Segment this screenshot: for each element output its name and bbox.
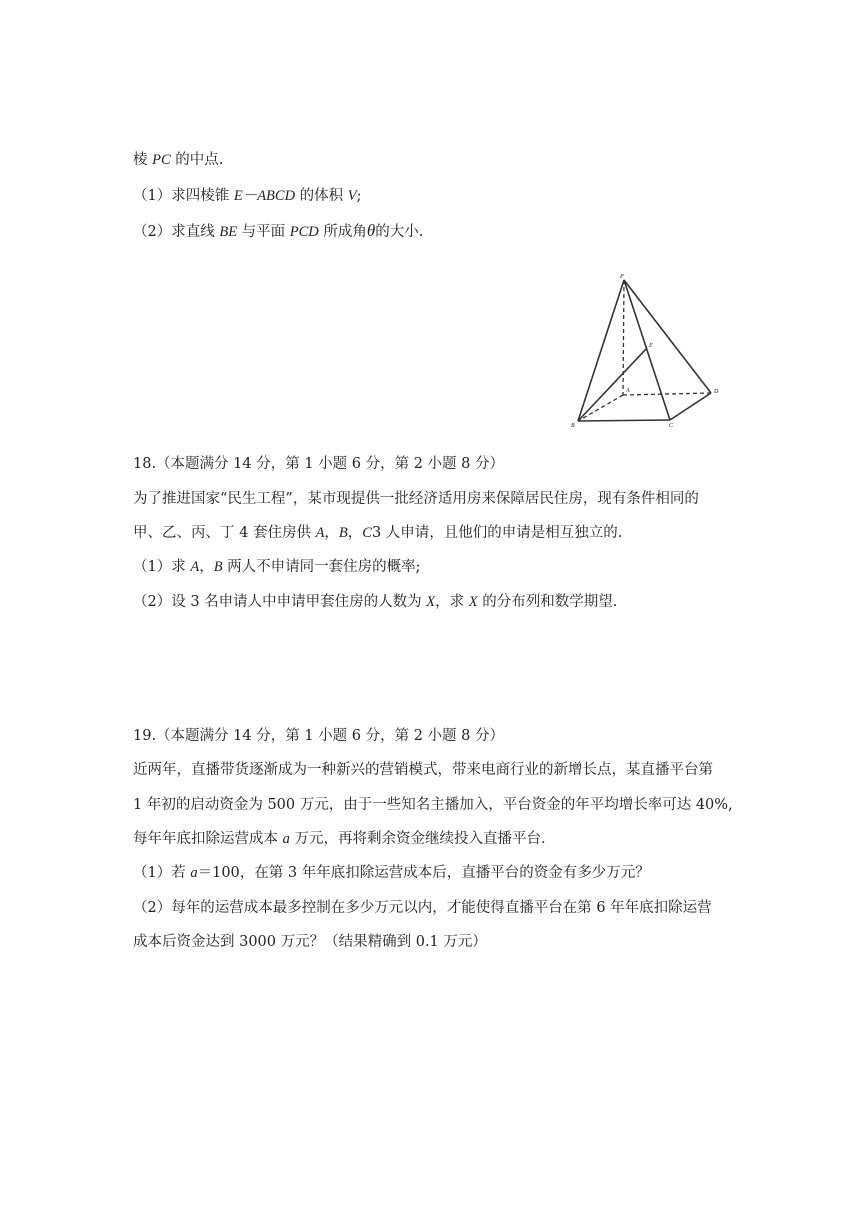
var-a: A bbox=[315, 525, 325, 541]
edge-pd bbox=[624, 280, 711, 393]
var-b: B bbox=[213, 559, 223, 575]
label-a: A bbox=[626, 388, 630, 394]
label-p: P bbox=[620, 274, 624, 280]
edge-pc bbox=[624, 280, 670, 420]
q18-part1-suffix: 两人不申请同一套住房的概率; bbox=[222, 559, 421, 575]
q18-part1-prefix: （1）求 bbox=[133, 559, 191, 575]
var-theta: θ bbox=[366, 221, 376, 240]
q19-line3-prefix: 每年年底扣除运营成本 bbox=[133, 831, 283, 847]
var-x: X bbox=[468, 594, 478, 610]
q17-part2-suffix: 的大小. bbox=[375, 224, 424, 240]
label-e: E bbox=[649, 343, 653, 349]
edge-pa-hidden bbox=[623, 280, 624, 395]
q19-part2-line2: 成本后资金达到 3000 万元？（结果精确到 0.1 万元） bbox=[133, 934, 487, 950]
edge-cd bbox=[670, 393, 711, 420]
q19-line2: 1 年初的启动资金为 500 万元，由于一些知名主播加入，平台资金的年平均增长率可达 40%, bbox=[133, 797, 733, 813]
q17-part2-prefix: （2）求直线 bbox=[133, 224, 220, 240]
q19-part2-line1: （2）每年的运营成本最多控制在多少万元以内，才能使得直播平台在第 6 年年底扣除运营 bbox=[133, 900, 712, 916]
q19-line3-suffix: 万元，再将剩余资金继续投入直播平台. bbox=[289, 831, 546, 847]
q18-line2-sep2: ， bbox=[347, 525, 363, 541]
q19-part1 bbox=[133, 863, 650, 883]
edge-pb bbox=[578, 280, 624, 421]
q17-tail-suffix: 的中点. bbox=[170, 152, 224, 168]
q18-part2-suffix: 的分布列和数学期望. bbox=[477, 594, 618, 610]
q19-part1-suffix: ＝100，在第 3 年年底扣除运营成本后，直播平台的资金有多少万元？ bbox=[197, 865, 650, 881]
q17-part1-mid: 的体积 bbox=[295, 188, 348, 204]
q17-part1-prefix: （1）求四棱锥 bbox=[133, 188, 234, 204]
q18-line2-sep1: ， bbox=[324, 525, 339, 541]
label-b: B bbox=[571, 423, 575, 429]
q18-line1: 为了推进国家“民生工程”，某市现提供一批经济适用房来保障居民住房，现有条件相同的 bbox=[133, 491, 699, 507]
var-pc: PC bbox=[152, 152, 171, 168]
q17-tail bbox=[133, 150, 223, 170]
q19-line1: 近两年，直播带货逐渐成为一种新兴的营销模式，带来电商行业的新增长点，某直播平台第 bbox=[133, 762, 713, 778]
var-be: BE bbox=[219, 224, 238, 240]
var-a: a bbox=[282, 831, 290, 847]
label-c: C bbox=[669, 423, 674, 429]
q17-part2-mid1: 与平面 bbox=[237, 224, 290, 240]
var-v: V bbox=[347, 188, 357, 204]
pyramid-figure bbox=[566, 268, 726, 430]
segment-be bbox=[578, 348, 647, 421]
var-x: X bbox=[426, 594, 436, 610]
q18-line2 bbox=[133, 523, 622, 543]
label-d: D bbox=[714, 389, 719, 395]
q18-part1-sep: ， bbox=[199, 559, 214, 575]
var-pcd: PCD bbox=[289, 224, 319, 240]
q18-part2-mid: ，求 bbox=[435, 594, 469, 610]
q19-part1-prefix: （1）若 bbox=[133, 865, 191, 881]
edge-bc bbox=[578, 420, 670, 421]
q18-part2-prefix: （2）设 3 名申请人中申请甲套住房的人数为 bbox=[133, 594, 427, 610]
pyramid-diagram bbox=[566, 268, 726, 430]
var-a: a bbox=[190, 865, 198, 881]
q19-header: 19.（本题满分 14 分，第 1 小题 6 分，第 2 小题 8 分） bbox=[133, 728, 505, 744]
q18-part2 bbox=[133, 592, 617, 612]
q17-part2-mid2: 所成角 bbox=[318, 224, 367, 240]
q18-header: 18.（本题满分 14 分，第 1 小题 6 分，第 2 小题 8 分） bbox=[133, 456, 505, 472]
var-e-abcd: E－ABCD bbox=[233, 188, 296, 204]
var-b: B bbox=[338, 525, 348, 541]
q19-line3 bbox=[133, 829, 546, 849]
q18-line2-prefix: 甲、乙、丙、丁 4 套住房供 bbox=[133, 525, 316, 541]
var-a: A bbox=[190, 559, 200, 575]
q17-tail-prefix: 棱 bbox=[133, 152, 153, 168]
q18-line2-suffix: 3 人申请，且他们的申请是相互独立的. bbox=[371, 525, 623, 541]
q17-part1 bbox=[133, 186, 362, 206]
edge-ad-hidden bbox=[623, 393, 711, 395]
q18-part1 bbox=[133, 557, 421, 577]
q17-part2 bbox=[133, 221, 423, 242]
var-c: C bbox=[362, 525, 372, 541]
q17-part1-suffix: ; bbox=[356, 188, 362, 204]
